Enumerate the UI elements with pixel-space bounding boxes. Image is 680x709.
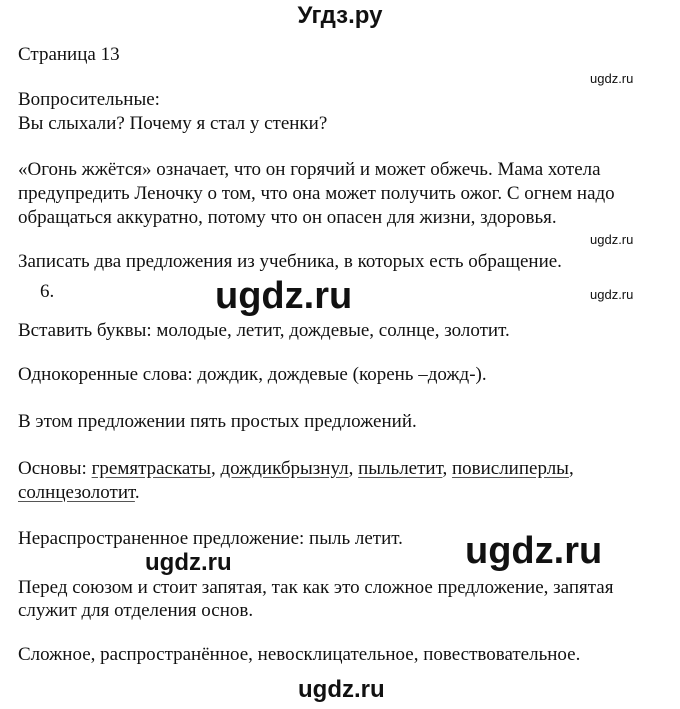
- text-line: обращаться аккуратно, потому что он опасен для жизни, здоровья.: [18, 207, 557, 228]
- base: повислиперлы: [451, 458, 569, 479]
- text-line: Сложное, распространённое, невосклицательное, повествовательное.: [18, 644, 581, 665]
- text-line: предупредить Леночку о том, что она может получить ожог. С огнем надо: [18, 183, 615, 204]
- site-title: Угдз.ру: [297, 2, 383, 29]
- bases-label: Основы:: [18, 458, 92, 479]
- text-line: Вставить буквы: молодые, летит, дождевые, солнце, золотит.: [18, 320, 510, 341]
- text-line: Однокоренные слова: дождик, дождевые (корень –дожд-).: [18, 364, 487, 385]
- watermark: ugdz.ru: [215, 275, 353, 317]
- text-line: «Огонь жжётся» означает, что он горячий и может обжечь. Мама хотела: [18, 159, 601, 180]
- text-line: Вопросительные:: [18, 89, 160, 110]
- text-line: служит для отделения основ.: [18, 600, 254, 621]
- watermark: ugdz.ru: [590, 71, 634, 86]
- text-line: Вы слыхали? Почему я стал у стенки?: [18, 113, 328, 134]
- watermark: ugdz.ru: [465, 530, 603, 572]
- text-line: Записать два предложения из учебника, в которых есть обращение.: [18, 251, 562, 272]
- watermark: ugdz.ru: [590, 287, 634, 302]
- watermark: ugdz.ru: [298, 676, 385, 703]
- base: гремятраскаты: [91, 458, 211, 479]
- page-number: Страница 13: [18, 44, 120, 65]
- exercise-number: 6.: [40, 281, 55, 302]
- text-line: Нераспространенное предложение: пыль летит.: [18, 528, 403, 549]
- base: дождикбрызнул: [220, 458, 349, 479]
- base: пыльлетит: [358, 458, 443, 479]
- bases-line: солнцезолотит.: [18, 482, 140, 503]
- text-line: Перед союзом и стоит запятая, так как это сложное предложение, запятая: [18, 577, 614, 598]
- text-line: В этом предложении пять простых предложений.: [18, 411, 417, 432]
- watermark: ugdz.ru: [590, 232, 634, 247]
- watermark: ugdz.ru: [145, 549, 232, 576]
- base: солнцезолотит: [18, 482, 135, 503]
- bases-line: Основы: гремятраскаты, дождикбрызнул, пыльлетит, повислиперлы,: [18, 458, 574, 479]
